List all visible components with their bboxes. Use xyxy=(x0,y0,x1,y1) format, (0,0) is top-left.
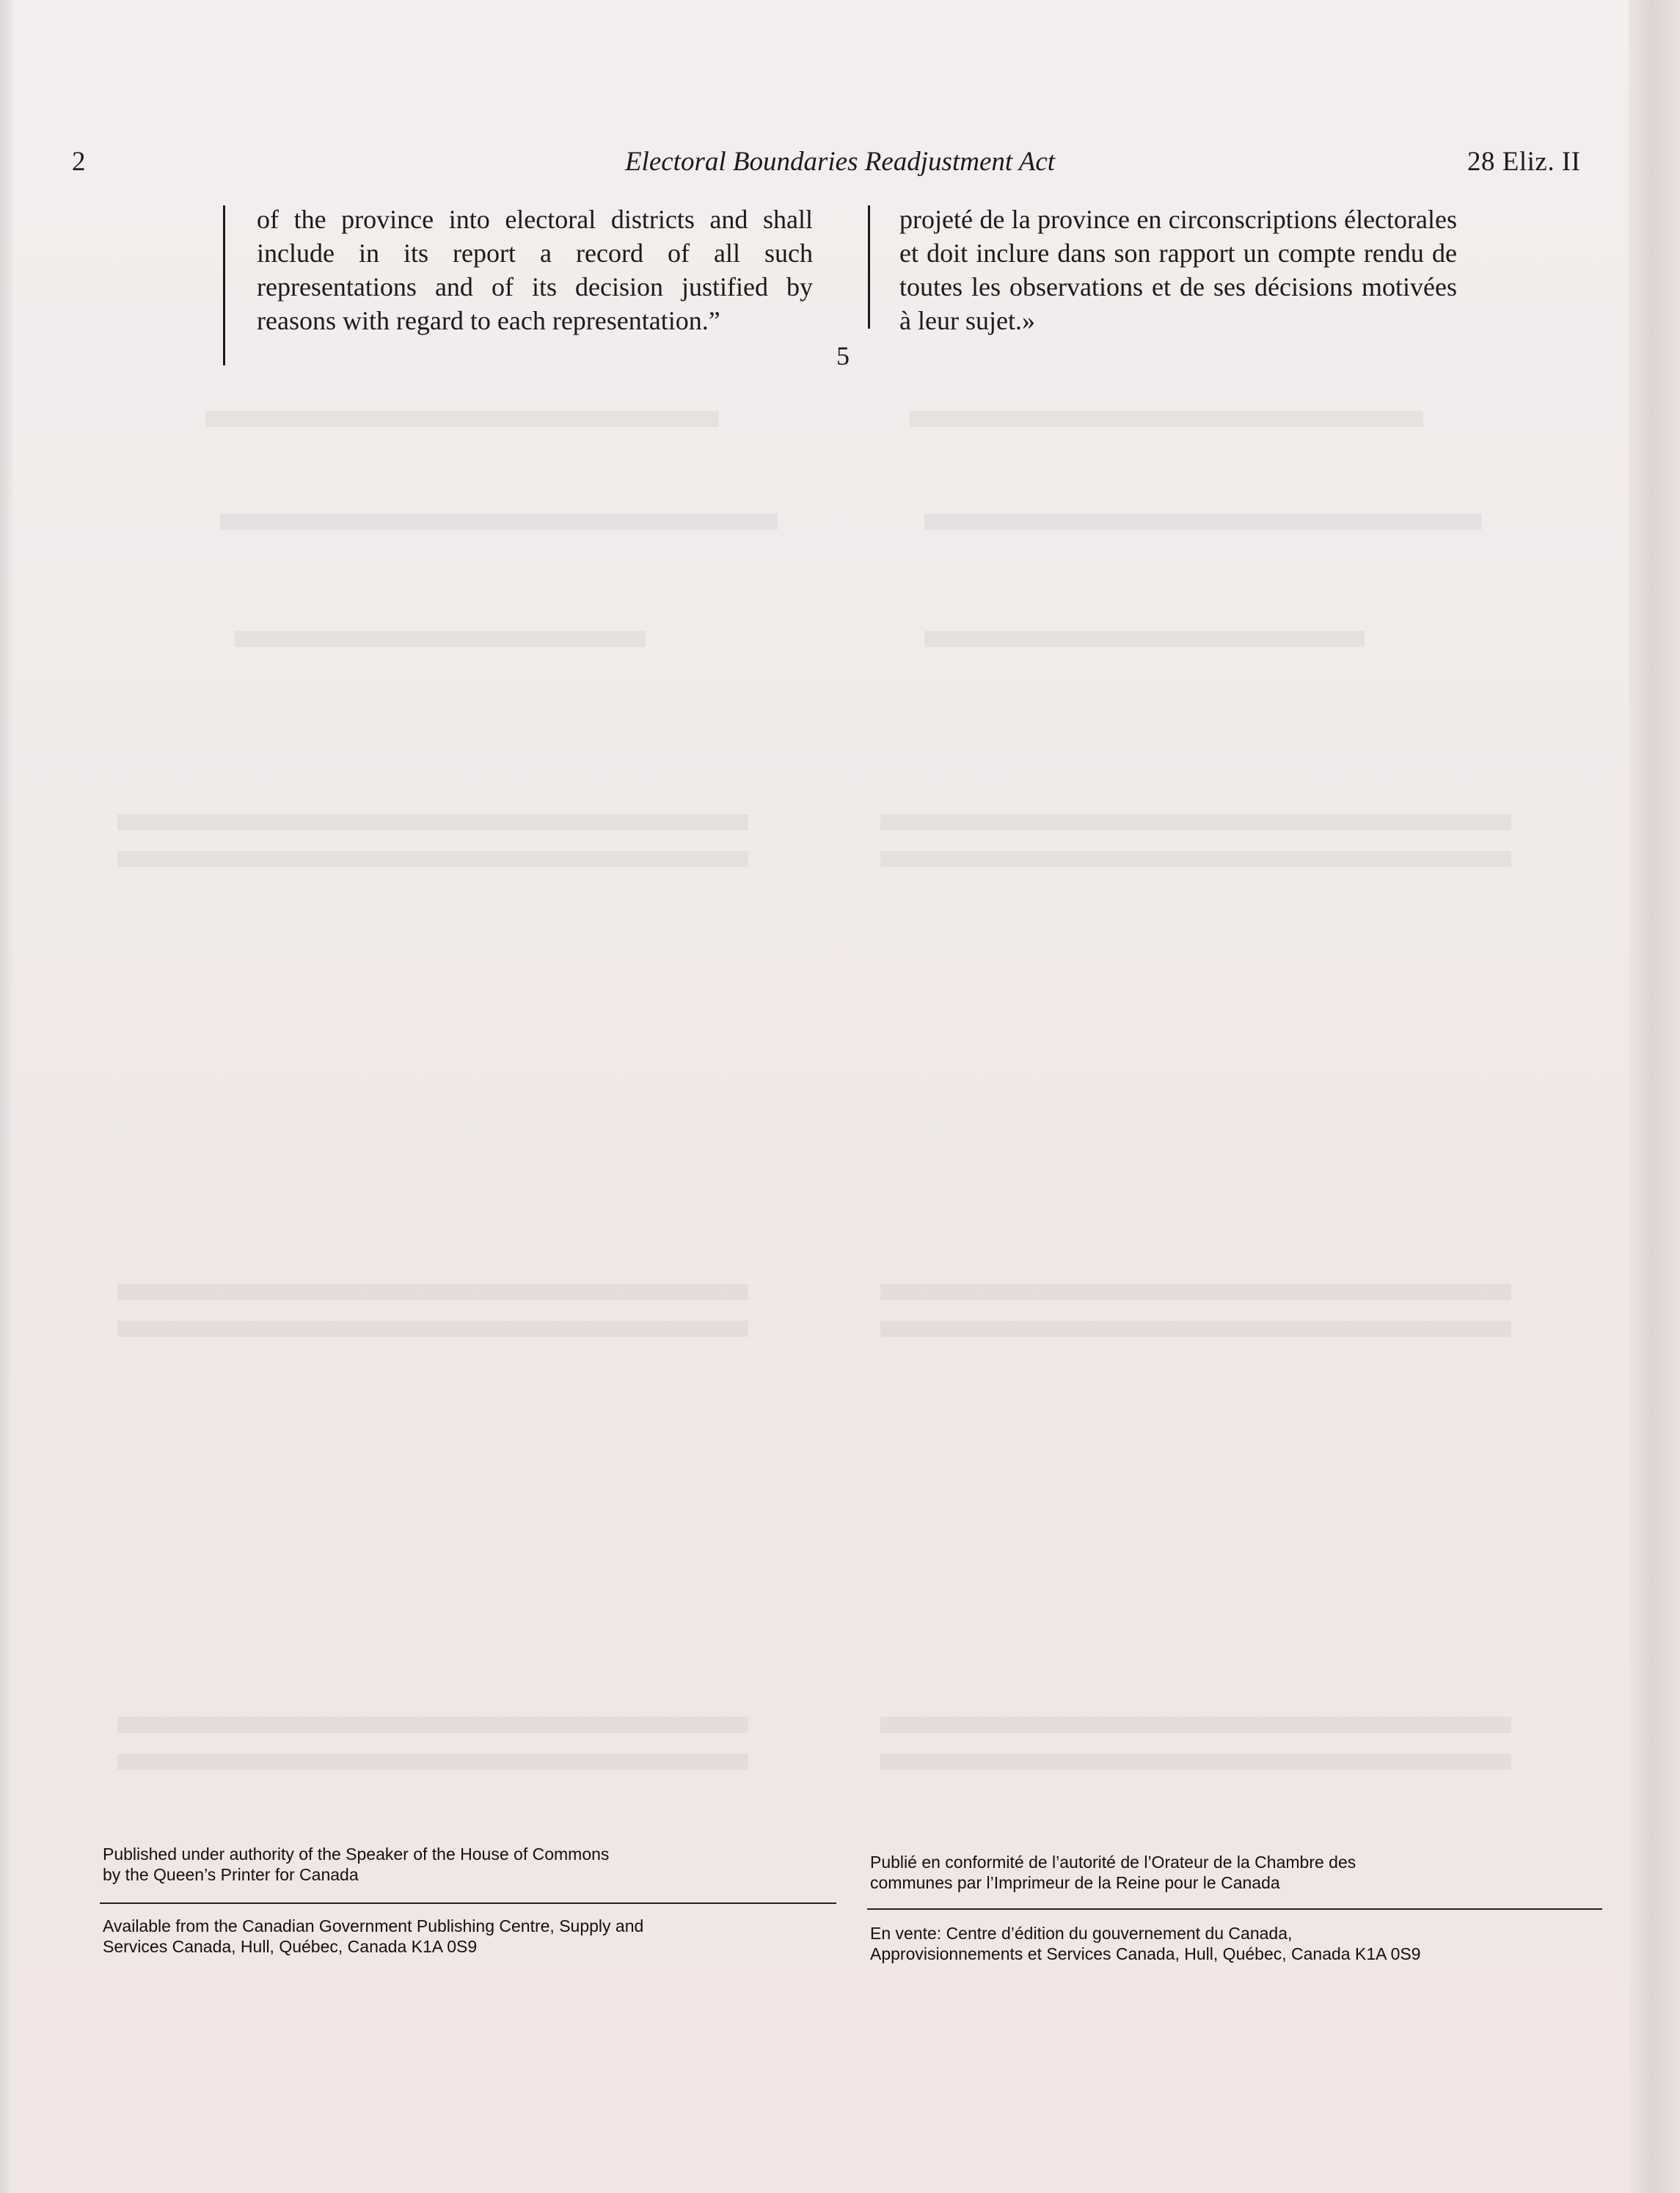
french-footer-divider xyxy=(867,1908,1602,1910)
french-paragraph: projeté de la province en circonscriptions électorales et doit inclure dans son rapport un compte rendu de toutes les observations et de ses décisions motivées à leur sujet.» xyxy=(899,205,1457,335)
english-availability-line: Services Canada, Hull, Québec, Canada K1A 0S9 xyxy=(103,1937,478,1956)
regnal-year: 28 Eliz. II xyxy=(1467,147,1581,177)
french-authority-line: communes par l’Imprimeur de la Reine pour le Canada xyxy=(870,1873,1280,1892)
ghost-line xyxy=(117,814,748,831)
french-availability-line: En vente: Centre d’édition du gouvernement du Canada, xyxy=(870,1924,1293,1943)
french-availability-notice xyxy=(870,1923,1604,1964)
ghost-line xyxy=(880,1321,1511,1337)
ghost-line xyxy=(880,851,1511,867)
french-authority-notice xyxy=(870,1852,1604,1893)
ghost-line xyxy=(924,514,1482,530)
english-availability-notice xyxy=(103,1916,836,1957)
english-footer-divider xyxy=(100,1902,836,1904)
ghost-line xyxy=(205,411,719,427)
ghost-line xyxy=(117,851,748,867)
ghost-line xyxy=(880,814,1511,831)
french-authority-line: Publié en conformité de l’autorité de l’Orateur de la Chambre des xyxy=(870,1853,1356,1872)
english-paragraph: of the province into electoral districts and shall include in its report a record of all such representations and of its decision justified by reasons with regard to each representation.” xyxy=(257,205,813,335)
show-through-background xyxy=(220,382,1511,1820)
english-authority-line: Published under authority of the Speaker of the House of Commons xyxy=(103,1844,610,1864)
ghost-line xyxy=(235,631,646,647)
ghost-line xyxy=(117,1284,748,1300)
ghost-line xyxy=(117,1321,748,1337)
ghost-line xyxy=(880,1754,1511,1770)
french-margin-bar xyxy=(868,205,870,329)
french-column xyxy=(899,202,1457,337)
ghost-line xyxy=(910,411,1423,427)
english-margin-bar xyxy=(223,205,225,365)
page-spine-shadow xyxy=(1629,0,1680,2193)
ghost-line xyxy=(880,1284,1511,1300)
page-left-edge xyxy=(0,0,13,2193)
line-number: 5 xyxy=(836,341,850,371)
english-authority-notice xyxy=(103,1844,836,1885)
running-title: Electoral Boundaries Readjustment Act xyxy=(624,147,1056,177)
english-availability-line: Available from the Canadian Government Publishing Centre, Supply and xyxy=(103,1916,644,1935)
page-number: 2 xyxy=(72,147,86,177)
french-availability-line: Approvisionnements et Services Canada, Hull, Québec, Canada K1A 0S9 xyxy=(870,1944,1421,1963)
ghost-line xyxy=(220,514,778,530)
english-column xyxy=(257,202,813,337)
ghost-line xyxy=(924,631,1365,647)
ghost-line xyxy=(117,1754,748,1770)
ghost-line xyxy=(880,1717,1511,1733)
english-authority-line: by the Queen’s Printer for Canada xyxy=(103,1865,359,1884)
ghost-line xyxy=(117,1717,748,1733)
